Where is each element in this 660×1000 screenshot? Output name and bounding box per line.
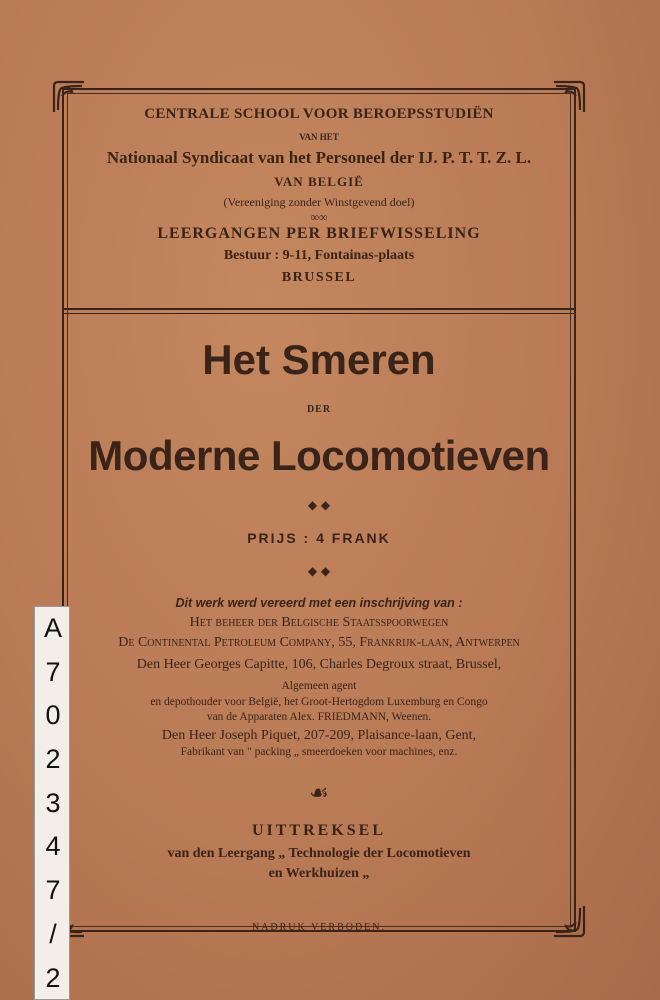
header-divider bbox=[64, 308, 574, 314]
sponsor-line: van de Apparaten Alex. FRIEDMANN, Weenen. bbox=[206, 711, 432, 723]
sponsor-line: De Continental Petroleum Company, 55, Frankrijk-laan, Antwerpen bbox=[118, 635, 520, 650]
title-der: DER bbox=[306, 404, 332, 415]
sponsor-line: Fabrikant van " packing „ smeerdoeken voor machines, enz. bbox=[180, 746, 458, 758]
country-label: VAN BELGIË bbox=[274, 174, 364, 189]
sponsor-line: en depothouder voor België, het Groot-Hertogdom Luxemburg en Congo bbox=[150, 696, 488, 708]
title-line-2: Moderne Locomotieven bbox=[88, 432, 550, 479]
flourish-ornament-icon: ☙ bbox=[309, 780, 329, 805]
catalog-label bbox=[34, 606, 70, 1000]
sponsor-line: Het beheer der Belgische Staatsspoorwegen bbox=[189, 615, 449, 630]
title-line-1: Het Smeren bbox=[202, 336, 436, 383]
sponsor-line: Den Heer Joseph Piquet, 207-209, Plaisance-laan, Gent, bbox=[161, 728, 477, 743]
sponsors-intro: Dit werk werd vereerd met een inschrijving van : bbox=[175, 596, 463, 610]
school-name: CENTRALE SCHOOL VOOR BEROEPSSTUDIËN bbox=[144, 106, 494, 122]
catalog-char: 3 bbox=[45, 787, 61, 818]
extract-line-2: en Werkhuizen „ bbox=[268, 866, 370, 881]
catalog-char: 7 bbox=[45, 656, 61, 687]
association-label: (Vereeniging zonder Winstgevend doel) bbox=[223, 195, 415, 209]
van-het-label: VAN HET bbox=[299, 132, 339, 142]
courses-label: LEERGANGEN PER BRIEFWISSELING bbox=[157, 225, 481, 242]
address-label: Bestuur : 9-11, Fontainas-plaats bbox=[223, 248, 415, 263]
sponsor-line: Den Heer Georges Capitte, 106, Charles Degroux straat, Brussel, bbox=[136, 657, 502, 672]
catalog-char: 7 bbox=[45, 875, 61, 906]
catalog-char: 4 bbox=[45, 831, 61, 862]
diamond-ornament-icon: ◆ ◆ bbox=[307, 564, 331, 578]
extract-line-1: van den Leergang „ Technologie der Locomotieven bbox=[167, 846, 471, 861]
reprint-notice: NADRUK VERBODEN. bbox=[251, 922, 387, 933]
catalog-char: 2 bbox=[45, 744, 61, 775]
catalog-char: A bbox=[43, 613, 62, 643]
price-label: PRIJS : 4 FRANK bbox=[247, 530, 391, 546]
diamond-ornament-icon: ◆ ◆ bbox=[307, 498, 331, 512]
catalog-char: 2 bbox=[45, 962, 61, 993]
sponsor-line: Algemeen agent bbox=[281, 680, 357, 692]
catalog-char: / bbox=[49, 918, 57, 949]
city-label: BRUSSEL bbox=[281, 270, 357, 285]
catalog-char: 0 bbox=[45, 700, 61, 731]
syndicate-name: Nationaal Syndicaat van het Personeel der IJ. P. T. T. Z. L. bbox=[106, 148, 532, 167]
extract-heading: UITTREKSEL bbox=[251, 822, 387, 839]
header-ornament-icon: ∞∞ bbox=[310, 210, 328, 224]
